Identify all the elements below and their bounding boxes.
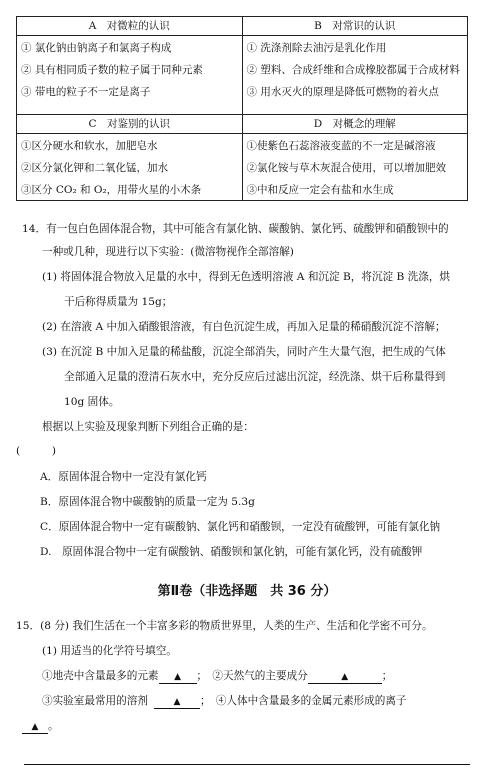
table-line: ①使紫色石蕊溶液变蓝的不一定是碱溶液 (246, 140, 436, 152)
q14-question: 根据以上实验及现象判断下列组合正确的是： (42, 421, 254, 433)
table-line: ②区分氯化钾和二氧化锰，加水 (21, 162, 168, 174)
table-line: ③中和反应一定会有盐和水生成 (246, 184, 394, 196)
q14-step3-line2: 全部通入足量的澄清石灰水中，充分反应后过滤出沉淀，经洗涤、烘干后称量得到 (64, 371, 446, 383)
triangle-mark-icon: ▲ (174, 672, 181, 682)
table-line: ③区分 CO₂ 和 O₂，用带火星的小木条 (21, 184, 202, 196)
table-line: ① 洗涤剂除去油污是乳化作用 (246, 42, 387, 54)
table-cell-b (242, 36, 468, 115)
q15-prompt-4: ③实验室最常用的溶剂 (42, 695, 148, 707)
table-line: ②氯化铵与草木灰混合使用，可以增加肥效 (246, 162, 446, 174)
q15-prompt-3: ； (381, 670, 393, 682)
triangle-mark-icon: ▲ (31, 722, 39, 732)
q15-sub1: (1) 用适当的化学符号填空。 (42, 645, 177, 657)
q15-prompt-2: ； ②天然气的主要成分 (196, 670, 308, 682)
table-line: ② 塑料、合成纤维和合成橡胶都属于合成材料 (246, 64, 460, 76)
answer-parentheses: ( ) (16, 445, 57, 457)
q14-step1-line1: (1) 将固体混合物放入足量的水中，得到无色透明溶液 A 和沉淀 B，将沉淀 B 洗涤，烘 (42, 271, 451, 283)
q14-step3-line1: (3) 在沉淀 B 中加入足量的稀盐酸，沉淀全部消失，同时产生大量气泡，把生成的气体 (42, 346, 446, 358)
knowledge-table (16, 16, 468, 201)
table-line: ③ 用水灭火的原理是降低可燃物的着火点 (246, 86, 439, 98)
q15-fill-line1 (42, 669, 392, 684)
answer-blank-1[interactable] (159, 670, 197, 684)
option-d: D. 原固体混合物中一定有碳酸钠、硝酸钡和氯化钠，可能有氯化钙，没有硫酸钾 (40, 546, 423, 558)
q14-stem-line1: 14．有一包白色固体混合物，其中可能含有氯化钠、碳酸钠、氯化钙、硫酸钾和硝酸钡中的 (22, 223, 449, 235)
table-line: ③ 带电的粒子不一定是离子 (21, 86, 151, 98)
table-cell-d (242, 134, 468, 201)
option-b: B．原固体混合物中碳酸钠的质量一定为 5.3g (40, 496, 255, 508)
triangle-mark-icon: ▲ (173, 697, 181, 707)
table-header-a: A 对微粒的认识 (17, 17, 243, 36)
triangle-mark-icon: ▲ (341, 672, 349, 682)
table-line: ② 具有相同质子数的粒子属于同种元素 (21, 64, 203, 76)
table-header-b: B 对常识的认识 (242, 17, 468, 36)
q15-fill-line2 (42, 694, 407, 709)
option-c: C．原固体混合物中一定有碳酸钠、氯化钙和硝酸钡，一定没有硫酸钾，可能有氯化钠 (40, 521, 441, 533)
answer-blank-3[interactable] (154, 695, 200, 709)
footer-rule (24, 764, 470, 765)
table-cell-c (17, 134, 243, 201)
option-a: A．原固体混合物中一定没有氯化钙 (40, 471, 207, 483)
q15-prompt-1: ①地壳中含量最多的元素 (42, 670, 159, 682)
table-cell-a (17, 36, 243, 115)
answer-blank-4[interactable] (22, 720, 48, 734)
table-header-d: D 对概念的理解 (242, 115, 468, 134)
section-title: 第Ⅱ卷（非选择题 共 36 分） (157, 584, 337, 599)
answer-blank-2[interactable] (308, 670, 382, 684)
table-header-c: C 对鉴别的认识 (17, 115, 243, 134)
q14-step2: (2) 在溶液 A 中加入硝酸银溶液，有白色沉淀生成，再加入足量的稀硝酸沉淀不溶解； (42, 321, 446, 333)
q15-fill-line3 (22, 719, 59, 734)
q15-prompt-6: 。 (48, 720, 59, 732)
q15-stem: 15．(8 分) 我们生活在一个丰富多彩的物质世界里，人类的生产、生活和化学密不可分。 (16, 620, 433, 632)
q14-stem-line2: 一种或几种，现进行以下实验：(微溶物视作全部溶解) (42, 246, 294, 258)
table-line: ①区分硬水和软水，加肥皂水 (21, 140, 158, 152)
q14-step3-line3: 10g 固体。 (64, 396, 120, 408)
q14-step1-line2: 干后称得质量为 15g； (64, 296, 173, 308)
table-line: ① 氯化钠由钠离子和氯离子构成 (21, 42, 172, 54)
q15-prompt-5: ； ④人体中含量最多的金属元素形成的离子 (199, 695, 407, 707)
